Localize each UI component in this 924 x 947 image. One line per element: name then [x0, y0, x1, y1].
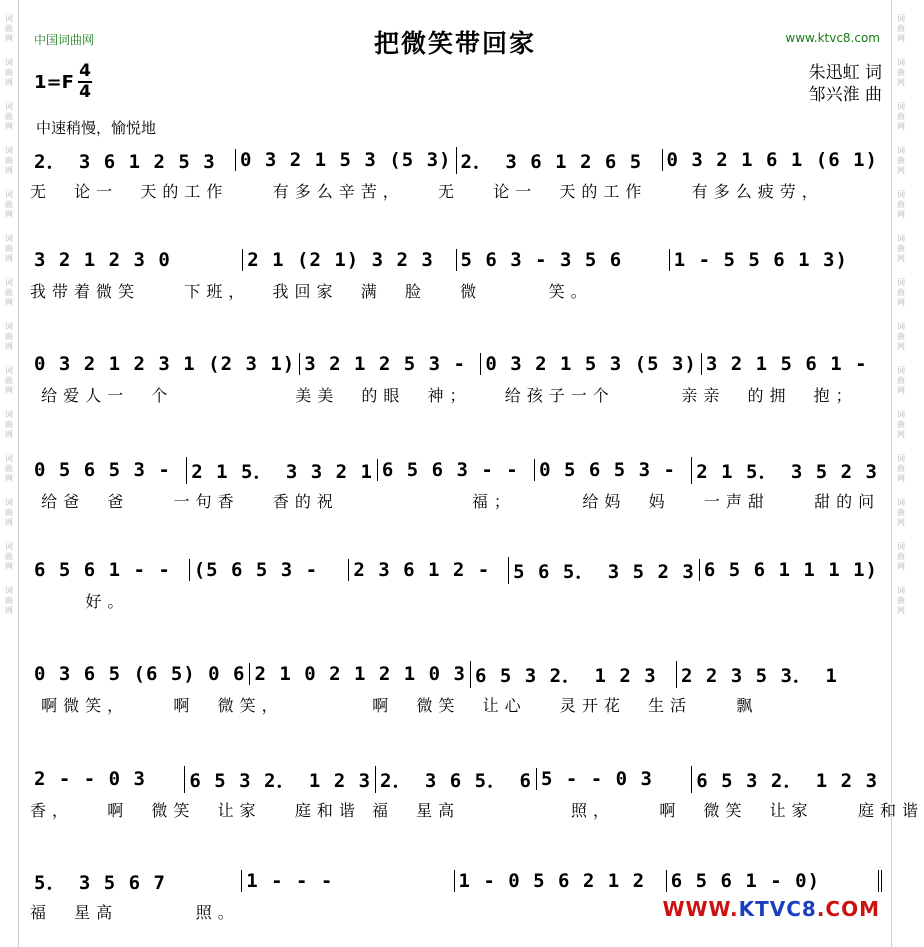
- watermark-text: 词 曲 网: [5, 410, 13, 439]
- notation-line: [30, 347, 882, 381]
- composer-credit: 邹兴淮 曲: [808, 85, 882, 105]
- notation-line: [30, 762, 882, 796]
- measure: 6 5 6 1 - -: [34, 559, 171, 581]
- measure: 0 3 2 1 6 1 (6 1): [662, 149, 882, 171]
- footer-logo-prefix: WWW.: [662, 897, 739, 921]
- measure: 6 5 3 2． 1 2 3: [470, 661, 676, 688]
- notation-line: [30, 453, 882, 487]
- score-row: [30, 453, 882, 513]
- measure: 2． 3 6 1 2 5 3: [34, 150, 216, 173]
- watermark-text: 词 曲 网: [5, 454, 13, 483]
- measure: 6 5 6 1 - 0): [666, 870, 882, 892]
- measure: 1 - 5 5 6 1 3): [669, 249, 882, 271]
- time-signature: [78, 62, 92, 102]
- score-row: [30, 143, 882, 203]
- lyrics-line: 给爸 爸 一句香 香的祝 福； 给妈 妈 一声甜 甜的问: [30, 491, 881, 511]
- measure: 0 3 2 1 5 3 (5 3): [480, 353, 700, 375]
- site-name-left[interactable]: 中国词曲网: [34, 33, 95, 47]
- lyrics-line: 好。: [30, 591, 130, 611]
- measure: 6 5 3 2． 1 2 3: [691, 766, 882, 793]
- measure: 2 3 6 1 2 -: [348, 559, 508, 581]
- song-title: 把微笑带回家: [373, 29, 536, 58]
- time-sig-bottom: 4: [79, 82, 91, 102]
- footer-logo-suffix: .COM: [816, 897, 880, 921]
- watermark-text: 词 曲 网: [5, 14, 13, 43]
- lyrics-line: 我带着微笑 下班， 我回家 满 脸 微 笑。: [30, 281, 593, 301]
- watermark-text: 词 曲 网: [5, 278, 13, 307]
- tempo-marking: 中速稍慢，愉悦地: [36, 119, 157, 137]
- lyrics-line: 无 论一 天的工作 有多么辛苦， 无 论一 天的工作 有多么疲劳，: [30, 181, 824, 201]
- watermark-text: 词 曲 网: [5, 586, 13, 615]
- site-url-right[interactable]: www.ktvc8.com: [785, 31, 880, 45]
- key-signature: 1=F: [34, 72, 74, 93]
- measure: 3 2 1 5 6 1 -: [701, 353, 882, 375]
- notation-line: [30, 657, 882, 691]
- measure: 0 5 6 5 3 -: [534, 459, 691, 481]
- score-row: [30, 553, 882, 613]
- lyricist-credit: 朱迅虹 词: [808, 63, 882, 83]
- watermark-text: 词 曲 网: [5, 102, 13, 131]
- watermark-text: 词 曲 网: [5, 542, 13, 571]
- watermark-text: 词 曲 网: [897, 278, 905, 307]
- measure: 0 3 2 1 5 3 (5 3): [235, 149, 455, 171]
- measure: 2 - - 0 3: [34, 768, 146, 790]
- measure: 5． 3 5 6 7: [34, 871, 166, 894]
- watermark-text: 词 曲 网: [5, 498, 13, 527]
- watermark-text: 词 曲 网: [897, 102, 905, 131]
- score-row: [30, 657, 882, 717]
- lyrics-line: 香， 啊 微笑 让家 庭和谐 福 星高 照， 啊 微笑 让家 庭和谐: [30, 800, 924, 820]
- watermark-text: 词 曲 网: [897, 586, 905, 615]
- measure: 0 3 6 5 (6 5) 0 6: [34, 663, 246, 685]
- watermark-text: 词 曲 网: [897, 542, 905, 571]
- measure: 6 5 6 3 - -: [377, 459, 534, 481]
- watermark-text: 词 曲 网: [5, 366, 13, 395]
- score-row: [30, 243, 882, 303]
- notation-line: [30, 553, 882, 587]
- watermark-text: 词 曲 网: [897, 322, 905, 351]
- watermark-text: 词 曲 网: [5, 322, 13, 351]
- measure: 5 - - 0 3: [536, 768, 691, 790]
- measure: 5 6 3 - 3 5 6: [456, 249, 669, 271]
- watermark-text: 词 曲 网: [897, 146, 905, 175]
- measure: 1 - - -: [241, 870, 453, 892]
- lyrics-line: 啊微笑， 啊 微笑， 啊 微笑 让心 灵开花 生活 飘: [30, 695, 759, 715]
- measure: 2 1 (2 1) 3 2 3: [242, 249, 455, 271]
- measure: 2． 3 6 1 2 6 5: [456, 147, 662, 174]
- measure: 2 1 5． 3 3 2 1: [186, 457, 377, 484]
- measure: 2． 3 6 5． 6: [375, 766, 536, 793]
- score-row: [30, 762, 924, 822]
- watermark-text: 词 曲 网: [897, 498, 905, 527]
- watermark-text: 词 曲 网: [897, 14, 905, 43]
- lyrics-line: 福 星高 照。: [30, 902, 240, 922]
- measure: 5 6 5． 3 5 2 3: [508, 557, 699, 584]
- measure: 0 5 6 5 3 -: [34, 459, 171, 481]
- watermark-text: 词 曲 网: [5, 190, 13, 219]
- measure: 6 5 6 1 1 1 1): [699, 559, 882, 581]
- credits: [809, 62, 882, 106]
- measure: (5 6 5 3 -: [189, 559, 349, 581]
- watermark-column-left: [0, 0, 19, 947]
- measure: 3 2 1 2 3 0: [34, 249, 171, 271]
- measure: 3 2 1 2 5 3 -: [299, 353, 480, 375]
- time-sig-top: 4: [79, 61, 91, 81]
- lyrics-line: 给爱人一 个 美美 的眼 神； 给孩子一个 亲亲 的拥 抱；: [30, 385, 858, 405]
- measure: 0 3 2 1 2 3 1 (2 3 1): [34, 353, 296, 375]
- watermark-text: 词 曲 网: [897, 454, 905, 483]
- measure: 2 1 0 2 1 2 1 0 3: [249, 663, 469, 685]
- watermark-text: 词 曲 网: [897, 58, 905, 87]
- notation-line: [30, 143, 882, 177]
- notation-line: [30, 864, 882, 898]
- measure: 2 2 3 5 3． 1: [676, 661, 882, 688]
- measure: 6 5 3 2． 1 2 3: [184, 766, 375, 793]
- watermark-text: 词 曲 网: [5, 234, 13, 263]
- watermark-text: 词 曲 网: [897, 190, 905, 219]
- measure: 2 1 5． 3 5 2 3: [691, 457, 882, 484]
- watermark-text: 词 曲 网: [897, 234, 905, 263]
- footer-logo-brand: KTVC8: [738, 897, 817, 921]
- watermark-text: 词 曲 网: [897, 366, 905, 395]
- watermark-text: 词 曲 网: [5, 58, 13, 87]
- notation-line: [30, 243, 882, 277]
- footer-logo: [662, 897, 880, 921]
- watermark-text: 词 曲 网: [5, 146, 13, 175]
- watermark-text: 词 曲 网: [897, 410, 905, 439]
- score-row: [30, 347, 882, 407]
- measure: 1 - 0 5 6 2 1 2: [454, 870, 666, 892]
